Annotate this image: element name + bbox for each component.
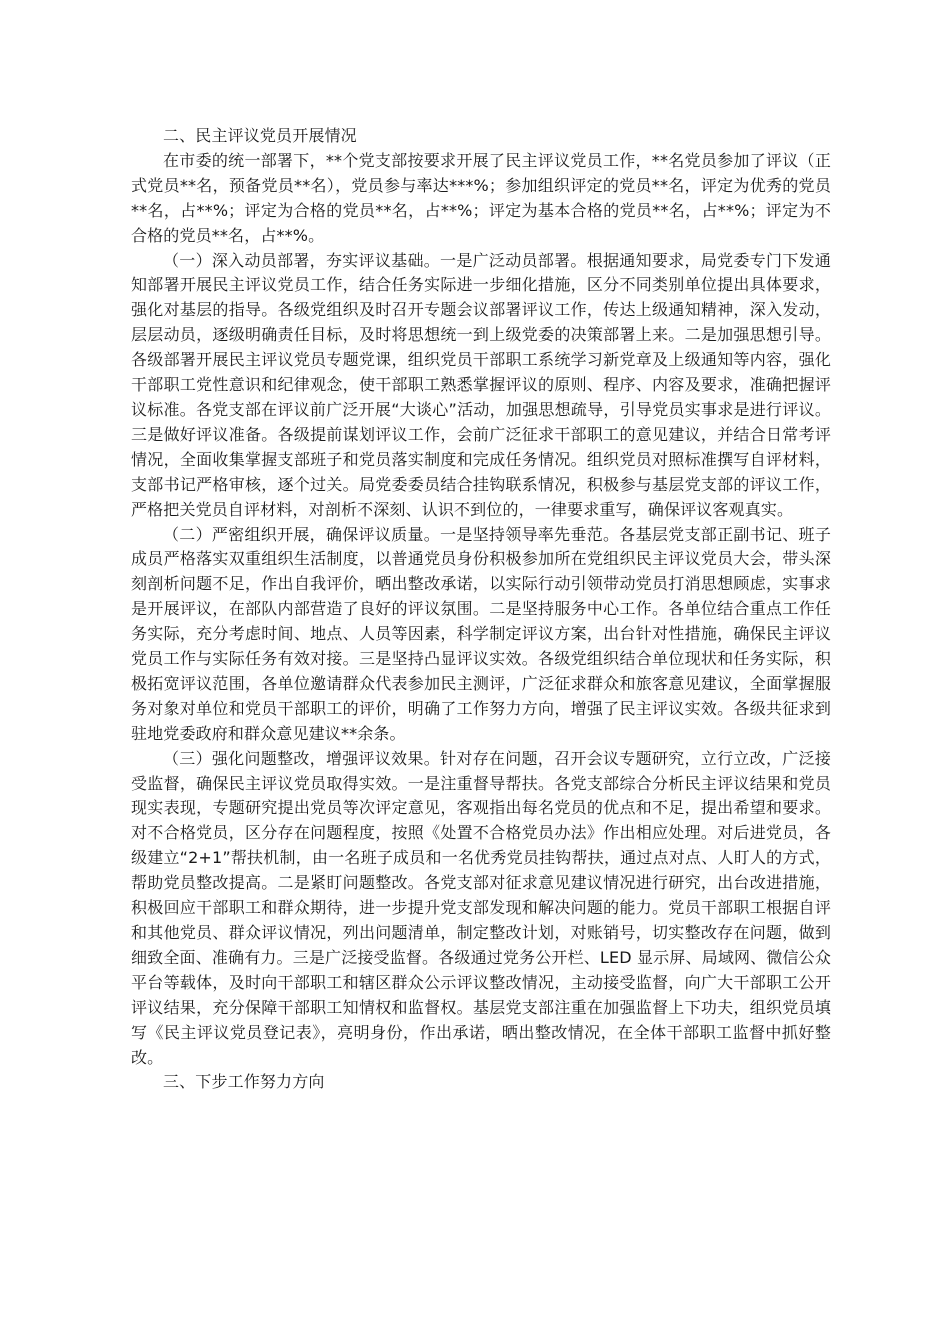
intro-paragraph: 在市委的统一部署下，**个党支部按要求开展了民主评议党员工作，**名党员参加了评议（正式党员**名，预备党员**名），党员参与率达***%；参加组织评定的党员**名，评定为优秀的党员**名，占**%；评定为合格的党员**名，占**%；评定为基本合格的党员**名，占**%；评定为不合格的党员**名，占**%。 [131, 150, 831, 245]
document-page [131, 124, 831, 1095]
section-3-heading: 三、下步工作努力方向 [163, 1072, 325, 1092]
part-2-paragraph: （二）严密组织开展，确保评议质量。一是坚持领导率先垂范。各基层党支部正副书记、班子成员严格落实双重组织生活制度，以普通党员身份积极参加所在党组织民主评议党员大会，带头深刻剖析问题不足，作出自我评价，晒出整改承诺，以实际行动引领带动党员打消思想顾虑，实事求是开展评议，在部队内部营造了良好的评议氛围。二是坚持服务中心工作。各单位结合重点工作任务实际，充分考虑时间、地点、人员等因素，科学制定评议方案，出台针对性措施，确保民主评议党员工作与实际任务有效对接。三是坚持凸显评议实效。各级党组织结合单位现状和任务实际，积极拓宽评议范围，各单位邀请群众代表参加民主测评，广泛征求群众和旅客意见建议，全面掌握服务对象对单位和党员干部职工的评价，明确了工作努力方向，增强了民主评议实效。各级共征求到驻地党委政府和群众意见建议**余条。 [131, 524, 831, 743]
part-1-paragraph: （一）深入动员部署，夯实评议基础。一是广泛动员部署。根据通知要求，局党委专门下发通知部署开展民主评议党员工作，结合任务实际进一步细化措施，区分不同类别单位提出具体要求，强化对基层的指导。各级党组织及时召开专题会议部署评议工作，传达上级通知精神，深入发动，层层动员，逐级明确责任目标，及时将思想统一到上级党委的决策部署上来。二是加强思想引导。各级部署开展民主评议党员专题党课，组织党员干部职工系统学习新党章及上级通知等内容，强化干部职工党性意识和纪律观念，使干部职工熟悉掌握评议的原则、程序、内容及要求，准确把握评议标准。各党支部在评议前广泛开展“大谈心”活动，加强思想疏导，引导党员实事求是进行评议。三是做好评议准备。各级提前谋划评议工作，会前广泛征求干部职工的意见建议，并结合日常考评情况，全面收集掌握支部班子和党员落实制度和完成任务情况。组织党员对照标准撰写自评材料，支部书记严格审核，逐个过关。局党委委员结合挂钩联系情况，积极参与基层党支部的评议工作，严格把关党员自评材料，对剖析不深刻、认识不到位的，一律要求重写，确保评议客观真实。 [131, 250, 831, 519]
section-2-heading: 二、民主评议党员开展情况 [163, 126, 357, 145]
part-3-paragraph: （三）强化问题整改，增强评议效果。针对存在问题，召开会议专题研究，立行立改，广泛接受监督，确保民主评议党员取得实效。一是注重督导帮扶。各党支部综合分析民主评议结果和党员现实表现，专题研究提出党员等次评定意见，客观指出每名党员的优点和不足，提出希望和要求。对不合格党员，区分存在问题程度，按照《处置不合格党员办法》作出相应处理。对后进党员，各级建立“2+1”帮扶机制，由一名班子成员和一名优秀党员挂钩帮扶，通过点对点、人盯人的方式，帮助党员整改提高。二是紧盯问题整改。各党支部对征求意见建议情况进行研究，出台改进措施，积极回应干部职工和群众期待，进一步提升党支部发现和解决问题的能力。党员干部职工根据自评和其他党员、群众评议情况，列出问题清单，制定整改计划，对账销号，切实整改存在问题，做到细致全面、准确有力。三是广泛接受监督。各级通过党务公开栏、LED 显示屏、局域网、微信公众平台等载体，及时向干部职工和辖区群众公示评议整改情况，主动接受监督，向广大干部职工公开评议结果，充分保障干部职工知情权和监督权。基层党支部注重在加强监督上下功夫，组织党员填写《民主评议党员登记表》，亮明身份，作出承诺，晒出整改情况，在全体干部职工监督中抓好整改。 [131, 748, 831, 1067]
